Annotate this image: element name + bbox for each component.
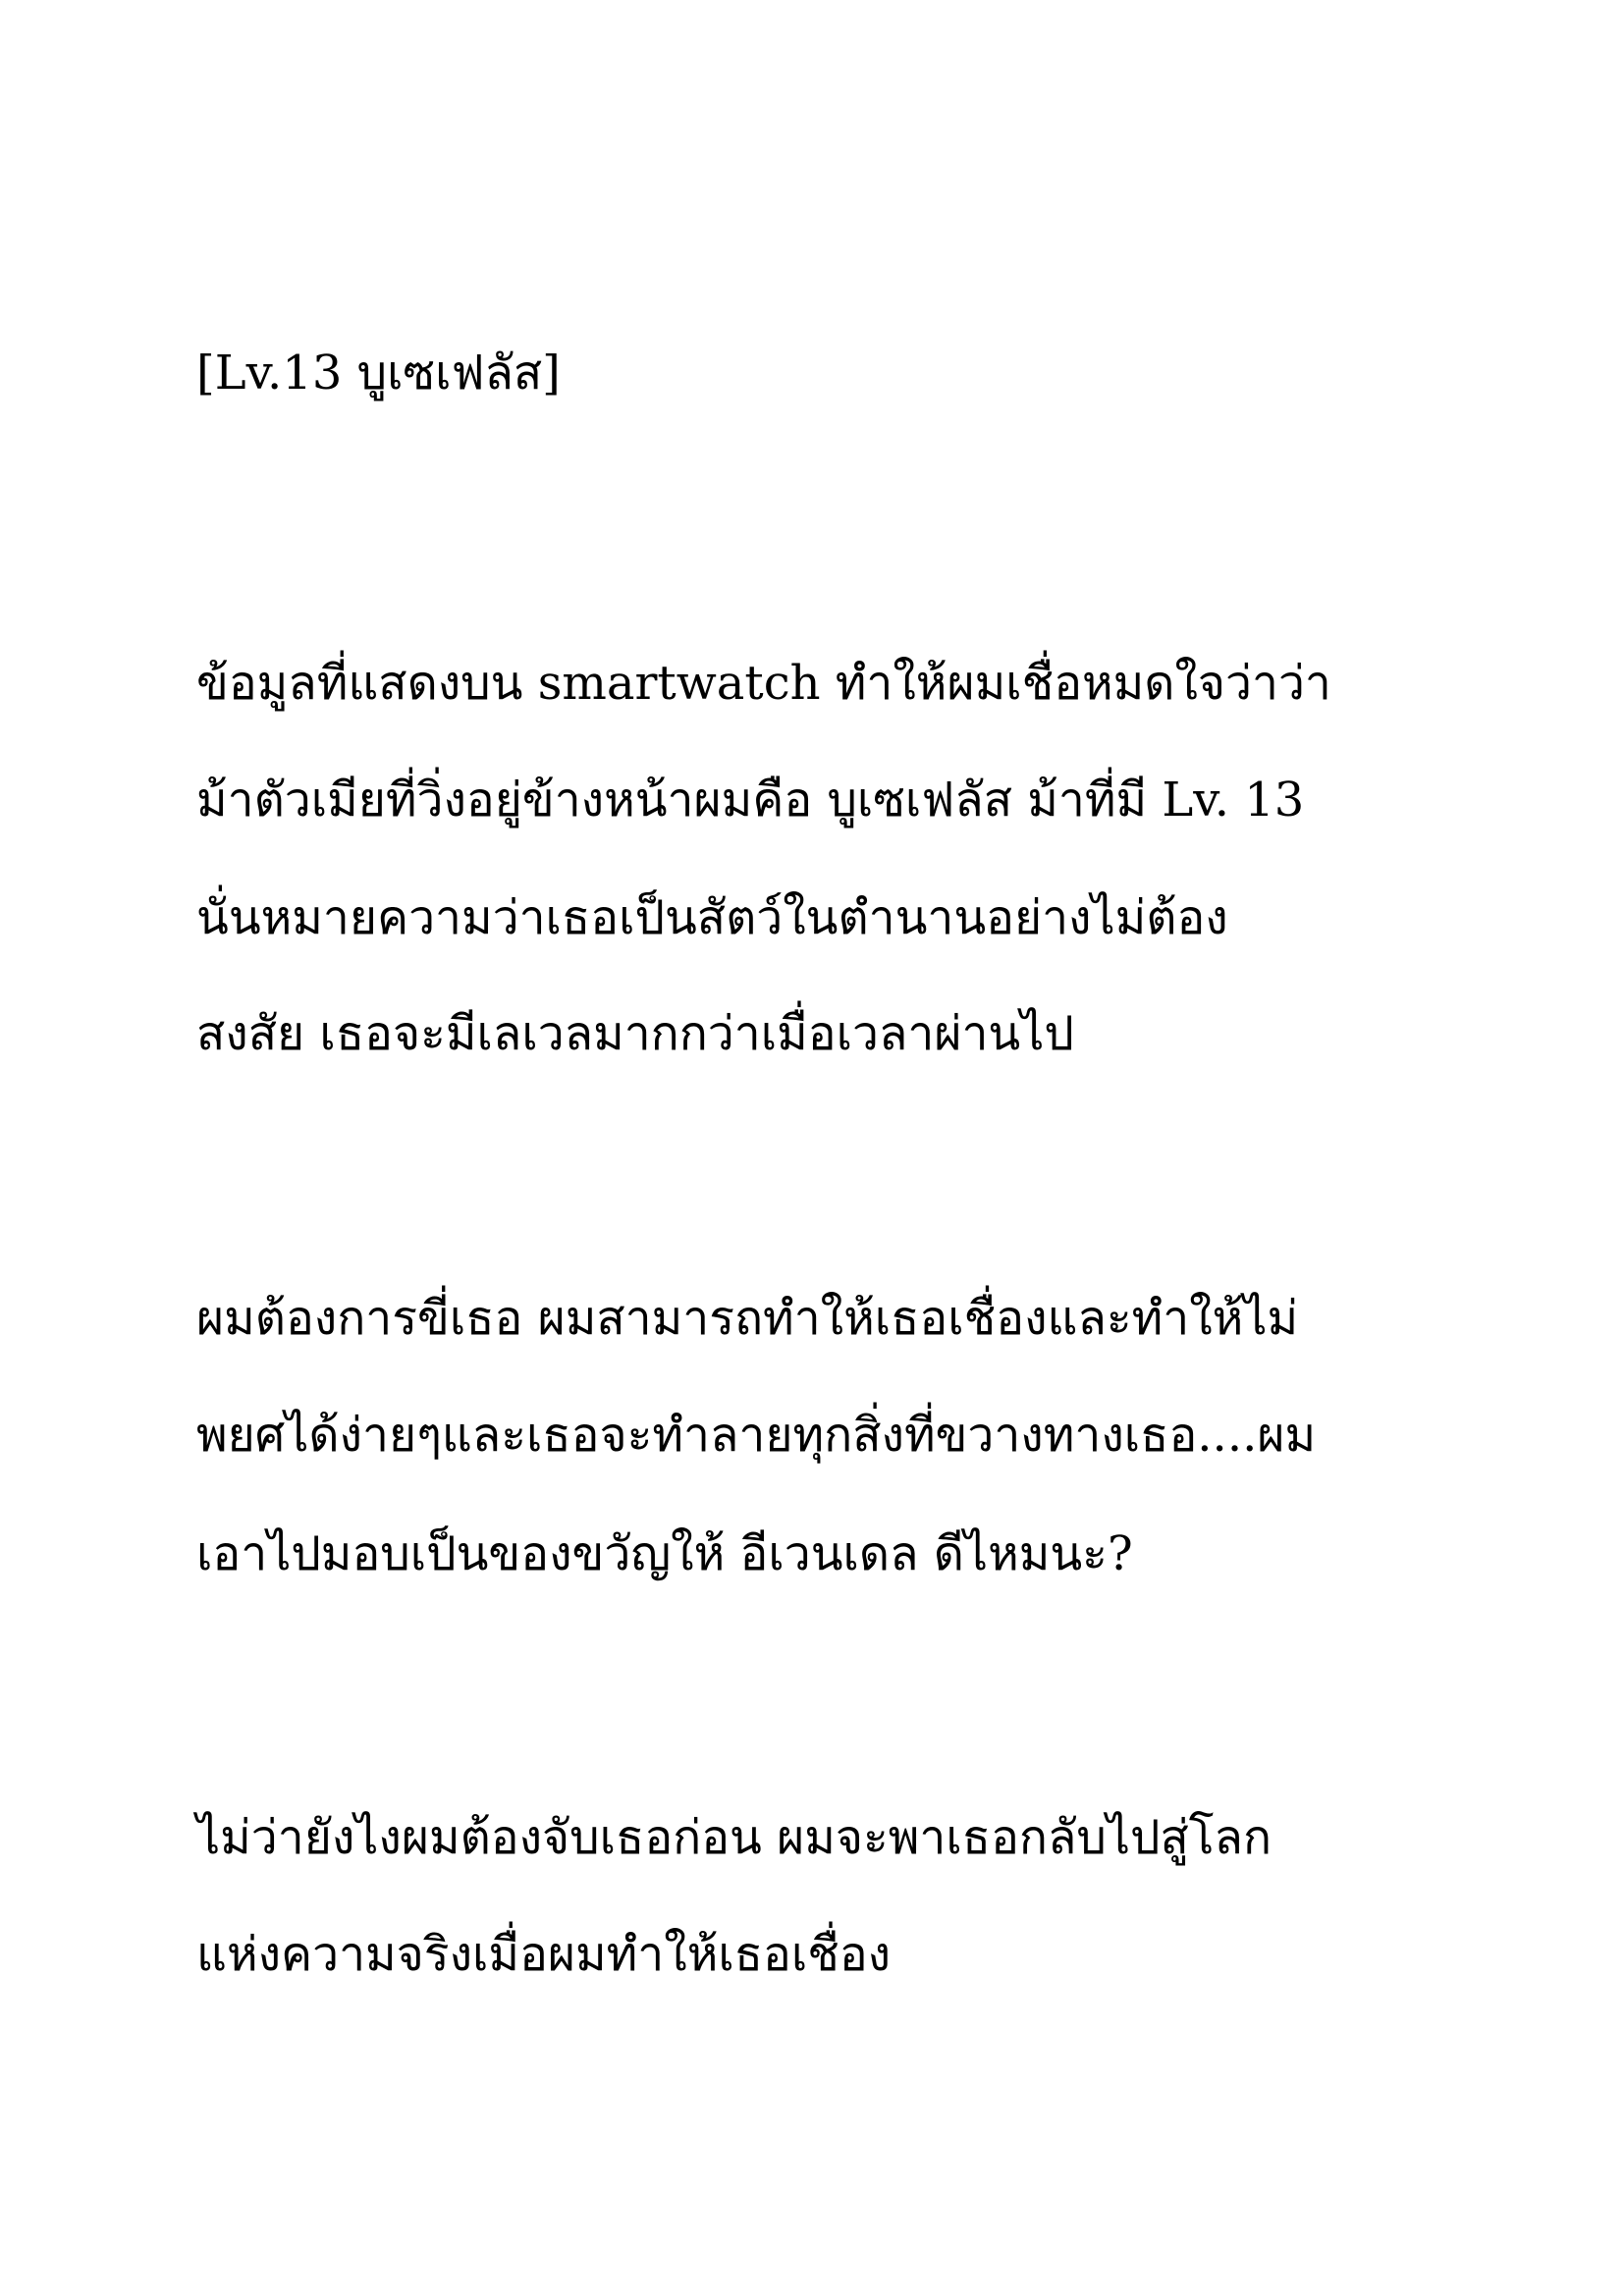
paragraph-3-line-2: แห่งความจริงเมื่อผมทำให้เธอเชื่อง — [196, 1927, 892, 1982]
paragraph-3-line-1: ไม่ว่ายังไงผมต้องจับเธอก่อน ผมจะพาเธอกลับไปสู่โลก — [196, 1810, 1272, 1865]
paragraph-1-line-2: ม้าตัวเมียที่วิ่งอยู่ข้างหน้าผมคือ บูเซเฟลัส ม้าที่มี Lv. 13 — [196, 773, 1305, 828]
section-heading: [Lv.13 บูเซเฟลัส] — [196, 346, 561, 400]
paragraph-2-line-1: ผมต้องการขี่เธอ ผมสามารถทำให้เธอเชื่องและทำให้ไม่ — [196, 1291, 1299, 1346]
paragraph-1-line-3: นั่นหมายความว่าเธอเป็นสัตว์ในตำนานอย่างไม่ต้อง — [196, 890, 1228, 945]
paragraph-2-line-2: พยศได้ง่ายๆและเธอจะทำลายทุกสิ่งที่ขวางทางเธอ....ผม — [196, 1408, 1317, 1463]
paragraph-1-line-1: ข้อมูลที่แสดงบน smartwatch ทำให้ผมเชื่อหมดใจว่าว่า — [196, 656, 1331, 711]
paragraph-1-line-4: สงสัย เธอจะมีเลเวลมากกว่าเมื่อเวลาผ่านไป — [196, 1006, 1074, 1061]
paragraph-2-line-3: เอาไปมอบเป็นของขวัญให้ อีเวนเดล ดีไหมนะ? — [196, 1526, 1133, 1581]
